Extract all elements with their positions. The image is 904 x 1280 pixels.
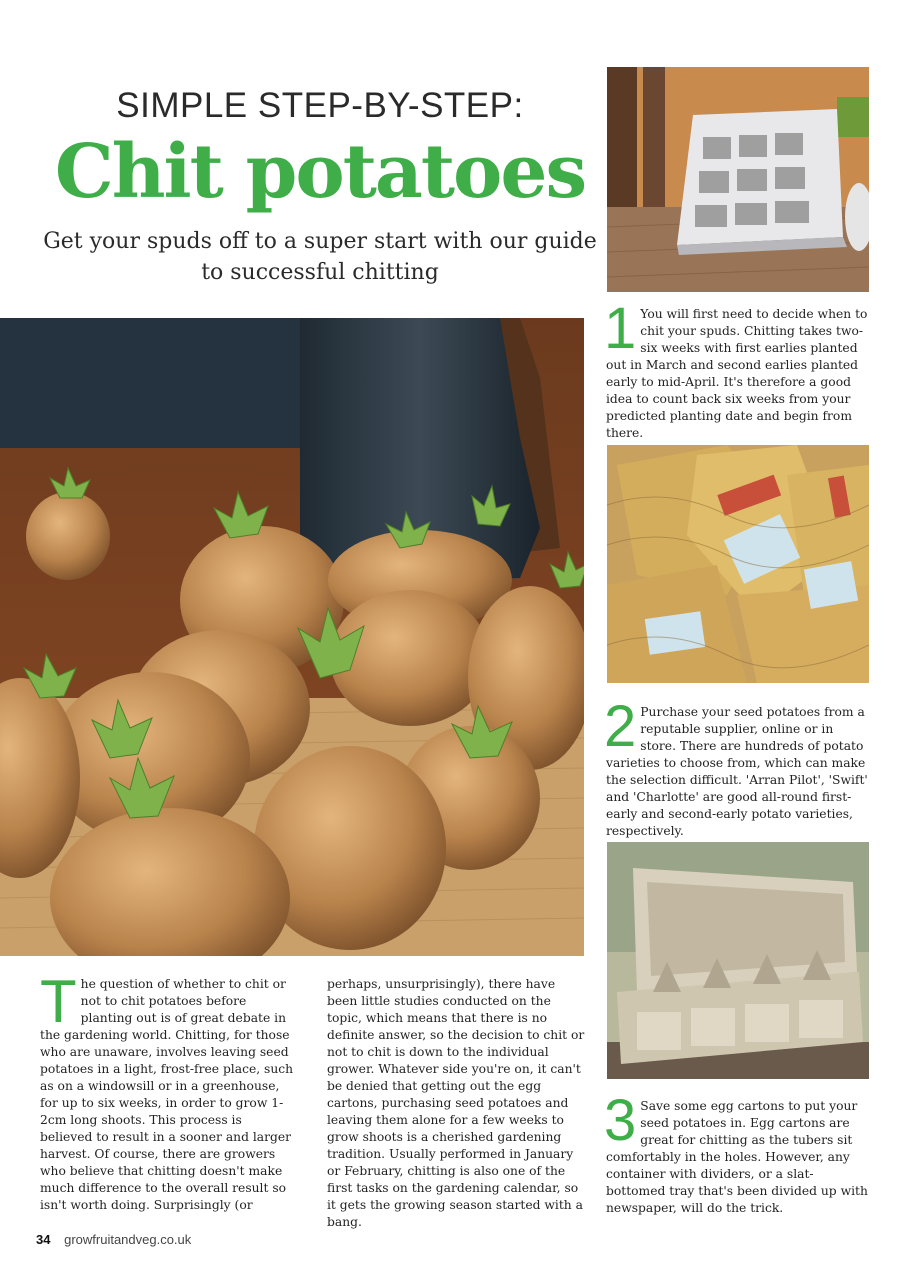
photo-seed-potato-bags [607,445,869,683]
drop-cap: T [40,968,77,1035]
step-text: Purchase your seed potatoes from a reputable supplier, online or in store. There are hundreds of potato varieties to choose from, which can make the selection difficult. 'Arran Pilot', 'Swift' and 'Charlotte' are good all-round first-early and second-early potato varieties, respectively. [606,705,868,838]
step-3 [604,1088,872,1217]
step-number: 1 [604,296,637,361]
website-url: growfruitandveg.co.uk [64,1232,192,1247]
hero-photo-chitted-potatoes [0,318,584,956]
step-1 [604,296,872,442]
page-title: Chit potatoes [54,129,586,215]
section-kicker: SIMPLE STEP-BY-STEP: [116,86,524,125]
page-footer [36,1232,191,1247]
intro-text-1: he question of whether to chit or not to chit potatoes before planting out is of great debate in the gardening world. Chitting, for those who are unaware, involves leaving seed potatoes in a light, frost-free place, such as on a windowsill or in a greenhouse, for up to six weeks, in order to grow 1-2cm long shoots. This process is believed to result in a sooner and larger harvest. Of course, there are growers who believe that chitting doesn't make much difference to the overall result so isn't worth doing. Surprisingly (or [40,977,294,1212]
intro-column-1 [40,968,298,1214]
intro-column-2 [327,976,585,1231]
step-text: Save some egg cartons to put your seed potatoes in. Egg cartons are great for chitting as the tubers sit comfortably in the holes. However, any container with dividers, or a slat-bottomed tray that's been divided up with newspaper, will do the trick. [606,1099,868,1215]
page-subtitle: Get your spuds off to a super start with our guide to successful chitting [43,229,597,285]
step-text: You will first need to decide when to chit your spuds. Chitting takes two-six weeks with first earlies planted out in March and second earlies planted early to mid-April. It's therefore a good idea to count back six weeks from your predicted planting date and begin from there. [606,307,868,440]
intro-text-2: perhaps, unsurprisingly), there have been little studies conducted on the topic, which means that there is no definite answer, so the decision to chit or not to chit is down to the individual grower. Whatever side you're on, it can't be denied that getting out the egg cartons, purchasing seed potatoes and leaving them alone for a few weeks to grow shoots is a cherished gardening tradition. Usually performed in January or February, chitting is also one of the first tasks on the gardening calendar, so it gets the growing season started with a bang. [327,977,585,1229]
page-number: 34 [36,1232,51,1247]
step-number: 3 [604,1088,637,1153]
step-2 [604,694,872,840]
photo-egg-carton [607,842,869,1079]
step-number: 2 [604,694,637,759]
photo-desk-calendar [607,67,869,292]
